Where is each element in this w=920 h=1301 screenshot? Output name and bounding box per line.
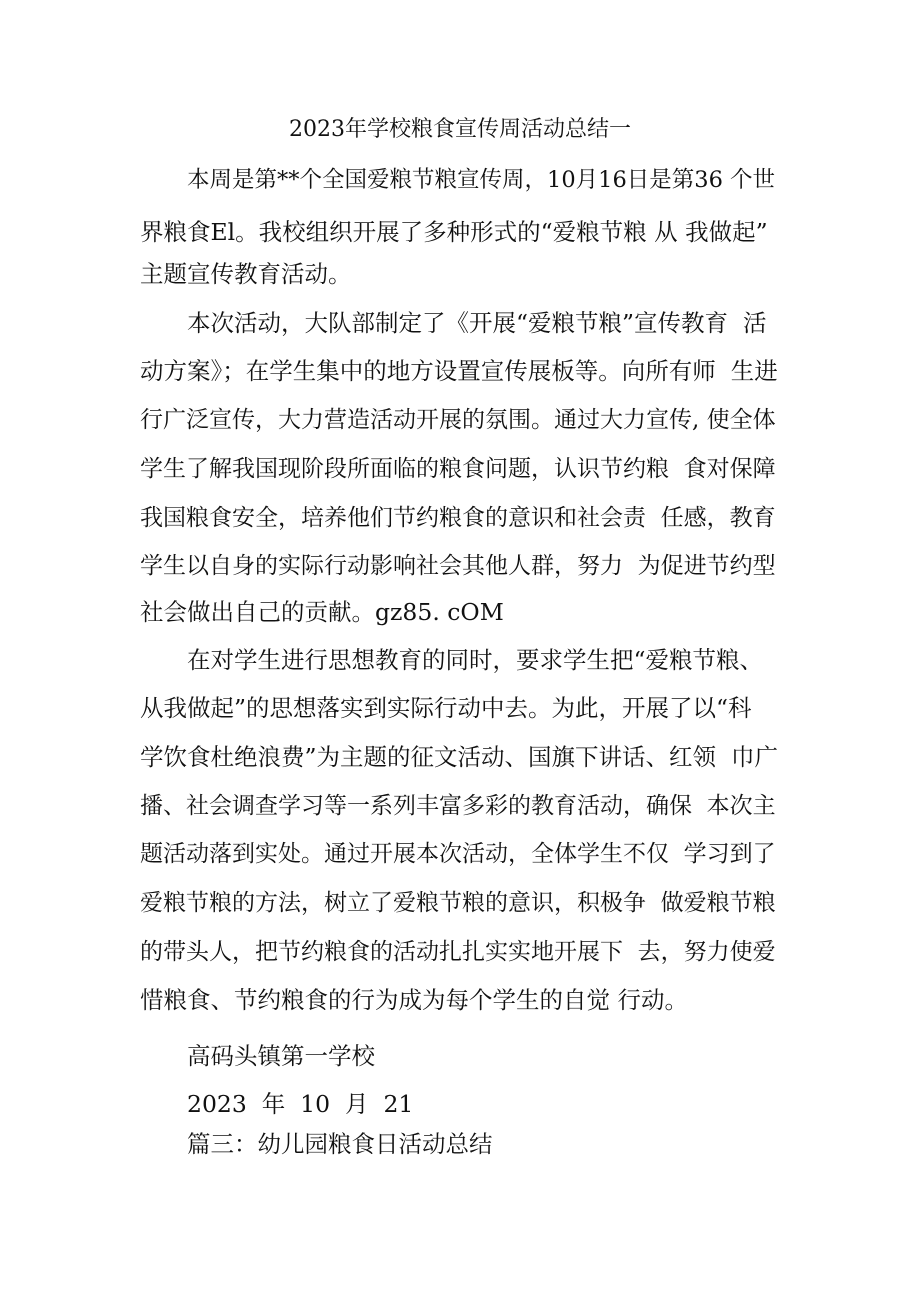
paragraph-2-line-2: 动方案》；在学生集中的地方设置宣传展板等。向所有师 生进 <box>140 357 778 385</box>
paragraph-3-line-3: 学饮食杜绝浪费”为主题的征文活动、国旗下讲话、红领 巾广 <box>140 743 778 771</box>
paragraph-2-line-4: 学生了解我国现阶段所面临的粮食问题，认识节约粮 食对保障 <box>140 456 776 482</box>
paragraph-3-line-8: 惜粮食、节约粮食的行为成为每个学生的自觉 行动。 <box>140 986 688 1014</box>
paragraph-3-line-4: 播、社会调查学习等一系列丰富多彩的教育活动，确保 本次主 <box>140 793 776 819</box>
paragraph-3-line-2: 从我做起”的思想落实到实际行动中去。为此，开展了以“科 <box>140 694 752 722</box>
paragraph-1-line-1: 本周是第**个全国爱粮节粮宣传周，10月16日是第36 个世 <box>187 167 776 193</box>
document-title: 2023年学校粮食宣传周活动总结一 <box>289 117 631 142</box>
paragraph-3-line-1: 在对学生进行思想教育的同时，要求学生把“爱粮节粮、 <box>187 646 764 674</box>
paragraph-1-line-3: 主题宣传教育活动。 <box>140 260 352 288</box>
paragraph-2-line-5: 我国粮食安全，培养他们节约粮食的意识和社会责 任感，教育 <box>140 505 776 531</box>
paragraph-3-line-7: 的带头人，把节约粮食的活动扎扎实实地开展下 去，努力使爱 <box>140 939 776 965</box>
paragraph-2-line-1: 本次活动，大队部制定了《开展“爱粮节粮”宣传教育 活 <box>187 309 767 337</box>
paragraph-2-line-7: 社会做出自己的贡献。gz85. cOM <box>140 598 504 626</box>
next-section-heading: 篇三：幼儿园粮食日活动总结 <box>187 1130 493 1158</box>
signature-date: 2023 年 10 月 21 <box>187 1090 414 1118</box>
paragraph-2-line-3: 行广泛宣传，大力营造活动开展的氛围。通过大力宣传, 使全体 <box>140 407 776 433</box>
paragraph-2-line-6: 学生以自身的实际行动影响社会其他人群，努力 为促进节约型 <box>140 553 776 579</box>
paragraph-1-line-2: 界粮食El。我校组织开展了多种形式的“爱粮节粮 从 我做起” <box>140 218 768 246</box>
paragraph-3-line-5: 题活动落到实处。通过开展本次活动，全体学生不仅 学习到了 <box>140 841 776 867</box>
signature-school: 高码头镇第一学校 <box>187 1042 375 1070</box>
paragraph-3-line-6: 爱粮节粮的方法，树立了爱粮节粮的意识，积极争 做爱粮节粮 <box>140 890 776 916</box>
